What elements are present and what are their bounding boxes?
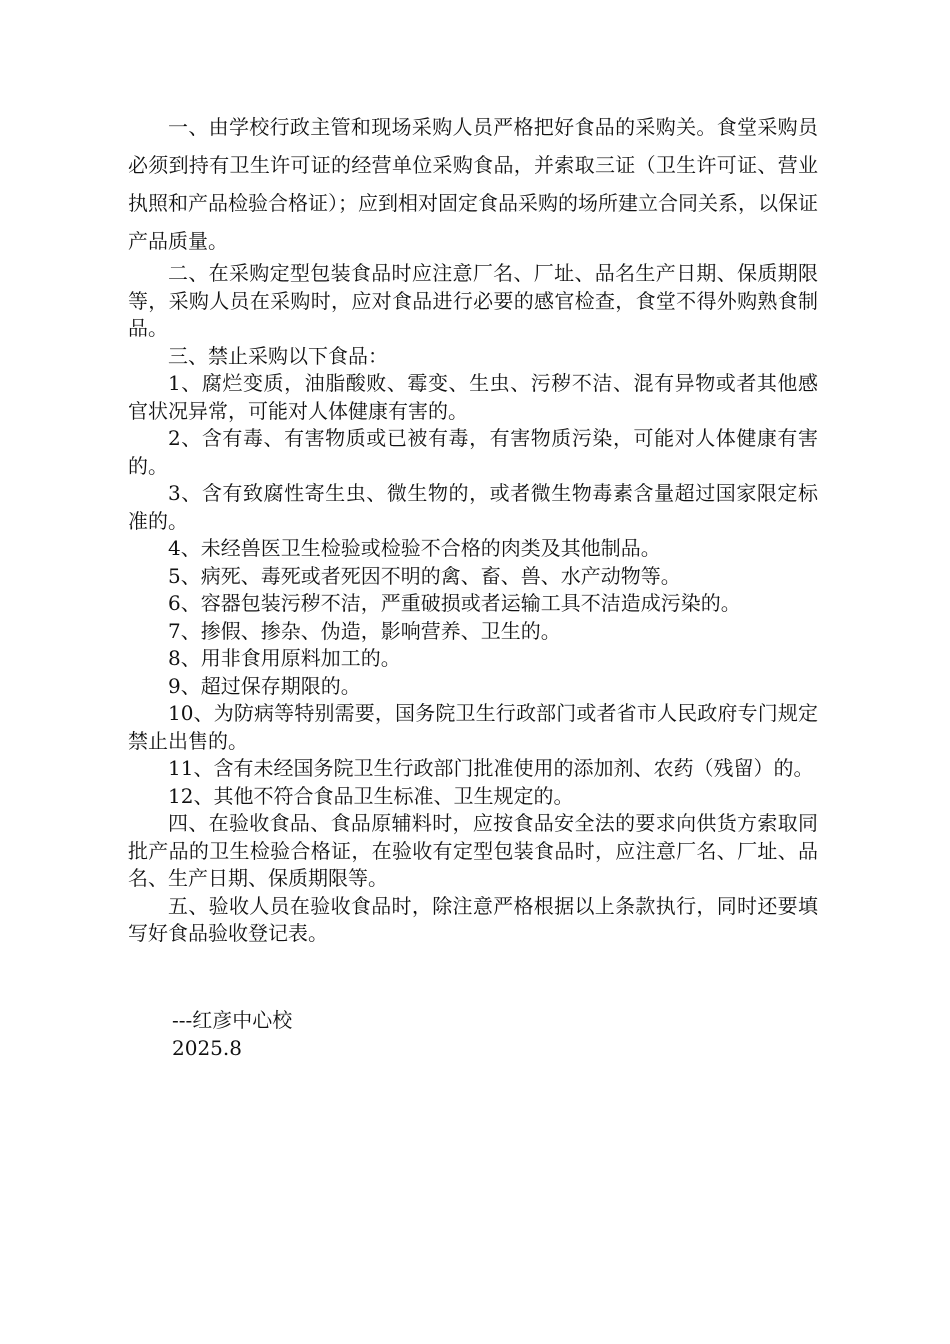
paragraph-1: 一、由学校行政主管和现场采购人员严格把好食品的采购关。食堂采购员必须到持有卫生许可证的经营单位采购食品，并索取三证（卫生许可证、营业执照和产品检验合格证）；应到相对固定食品采购的场所建立合同关系，以保证产品质量。 (128, 115, 818, 253)
paragraph-4: 四、在验收食品、食品原辅料时，应按食品安全法的要求向供货方索取同批产品的卫生检验合格证，在验收有定型包装食品时，应注意厂名、厂址、品名、生产日期、保质期限等。 (128, 811, 818, 890)
list-item-10: 10、为防病等特别需要，国务院卫生行政部门或者省市人民政府专门规定禁止出售的。 (128, 701, 818, 753)
date: 2025.8 (172, 1036, 242, 1060)
list-item-3: 3、含有致腐性寄生虫、微生物的，或者微生物毒素含量超过国家限定标准的。 (128, 481, 818, 533)
signature: ---红彦中心校 (172, 1008, 293, 1032)
list-item-9: 9、超过保存期限的。 (168, 673, 361, 698)
list-item-4: 4、未经兽医卫生检验或检验不合格的肉类及其他制品。 (168, 536, 661, 560)
paragraph-2: 二、在采购定型包装食品时应注意厂名、厂址、品名生产日期、保质期限等，采购人员在采购时，应对食品进行必要的感官检查，食堂不得外购熟食制品。 (128, 261, 818, 340)
list-item-6: 6、容器包装污秽不洁，严重破损或者运输工具不洁造成污染的。 (168, 591, 741, 615)
document-body (128, 108, 818, 948)
list-item-7: 7、掺假、掺杂、伪造，影响营养、卫生的。 (168, 618, 561, 643)
signature-block (172, 1006, 292, 1062)
list-item-11: 11、含有未经国务院卫生行政部门批准使用的添加剂、农药（残留）的。 (168, 756, 814, 780)
list-item-5: 5、病死、毒死或者死因不明的禽、畜、兽、水产动物等。 (168, 563, 681, 588)
paragraph-3: 三、禁止采购以下食品： (168, 343, 388, 368)
list-item-8: 8、用非食用原料加工的。 (168, 646, 401, 670)
list-item-2: 2、含有毒、有害物质或已被有毒，有害物质污染，可能对人体健康有害的。 (128, 426, 818, 478)
list-item-1: 1、腐烂变质，油脂酸败、霉变、生虫、污秽不洁、混有异物或者其他感官状况异常，可能对人体健康有害的。 (128, 371, 818, 423)
paragraph-5: 五、验收人员在验收食品时，除注意严格根据以上条款执行，同时还要填写好食品验收登记表。 (128, 893, 818, 945)
list-item-12: 12、其他不符合食品卫生标准、卫生规定的。 (168, 783, 574, 808)
